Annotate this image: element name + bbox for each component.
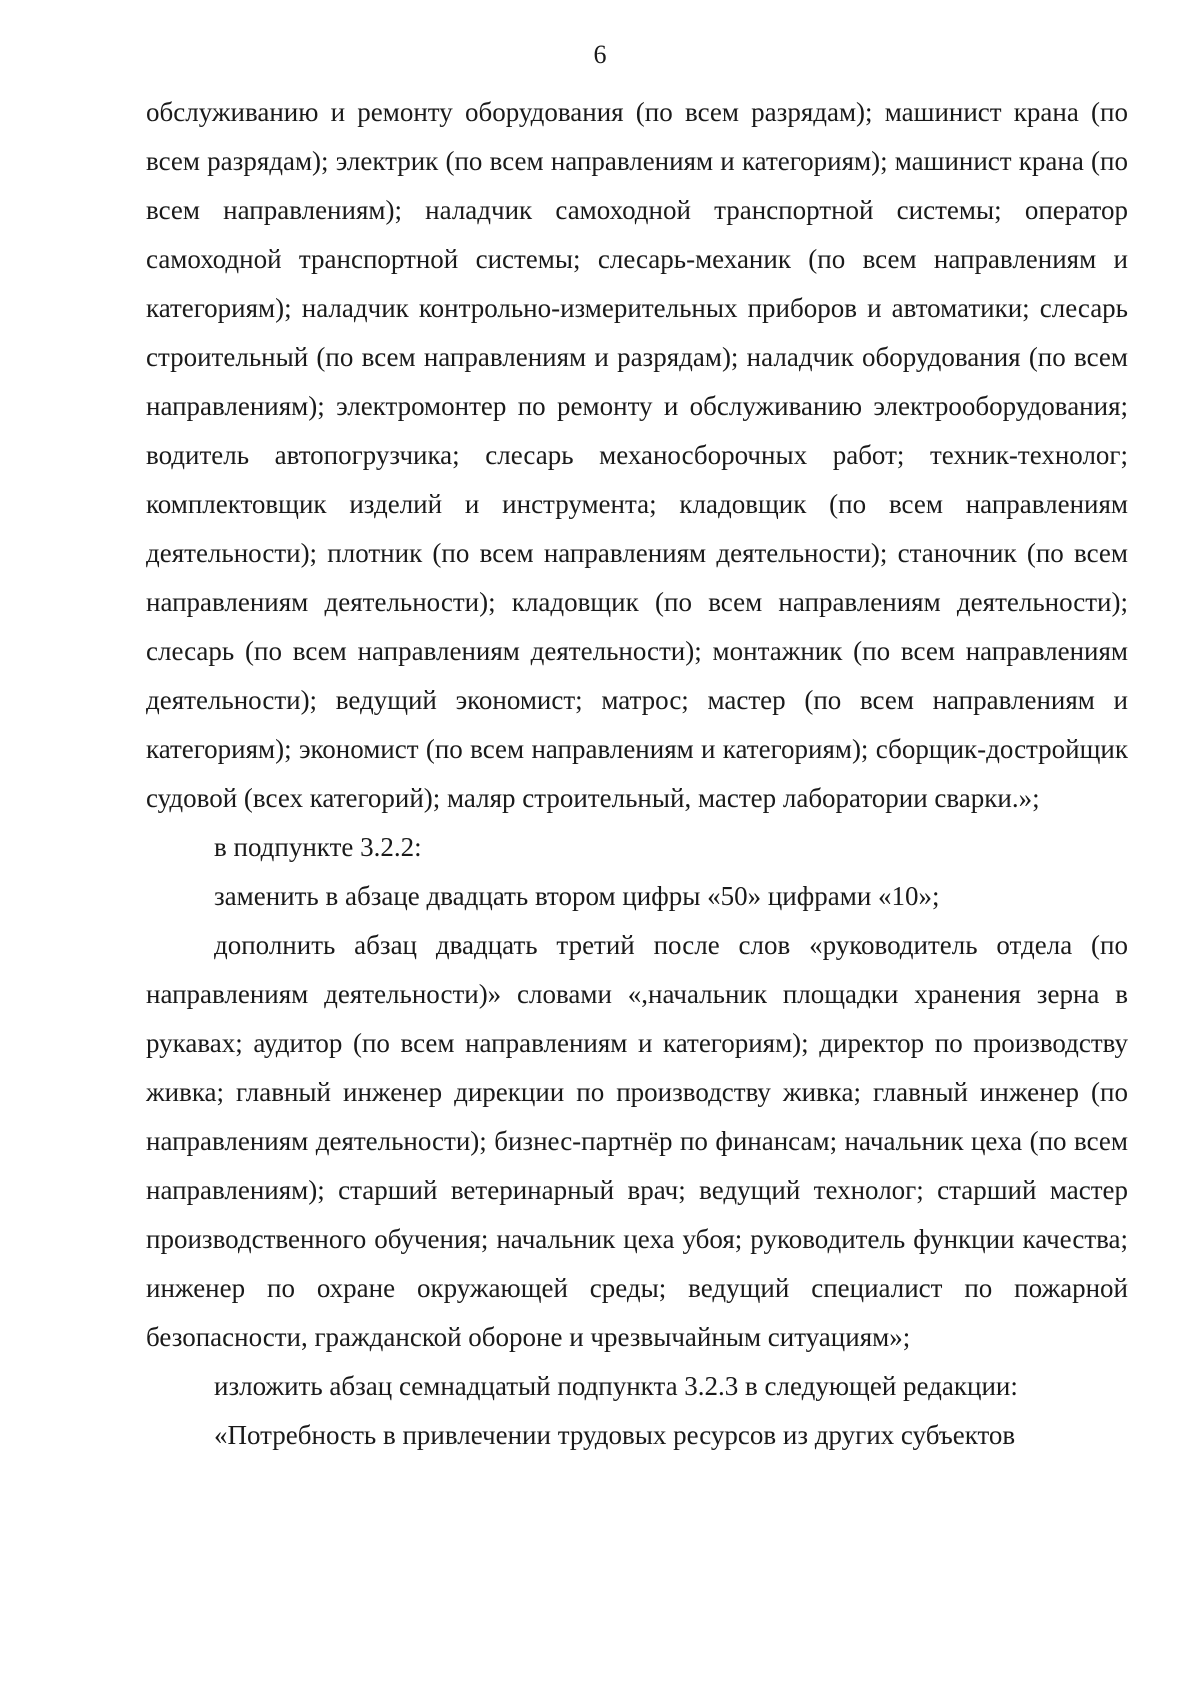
paragraph-truncated: «Потребность в привлечении трудовых ресурсов из других субъектов: [214, 1420, 1016, 1450]
paragraph: дополнить абзац двадцать третий после слов «руководитель отдела (по направлениям деятельности)» словами «,начальник площадки хранения зерна в рукавах; аудитор (по всем направлениям и категориям); директор по производству живка; главный инженер дирекции по производству живка; главный инженер (по направлениям деятельности); бизнес-партнёр по финансам; начальник цеха (по всем направлениям); старший ветеринарный врач; ведущий технолог; старший мастер производственного обучения; начальник цеха убоя; руководитель функции качества; инженер по охране окружающей среды; ведущий специалист по пожарной безопасности, гражданской обороне и чрезвычайным ситуациям»;: [146, 930, 1128, 1352]
paragraph: заменить в абзаце двадцать втором цифры «50» цифрами «10»;: [214, 881, 940, 911]
paragraph: обслуживанию и ремонту оборудования (по всем разрядам); машинист крана (по всем разрядам); электрик (по всем направлениям и категориям); машинист крана (по всем направлениям); наладчик самоходной транспортной системы; оператор самоходной транспортной системы; слесарь-механик (по всем направлениям и категориям); наладчик контрольно-измерительных приборов и автоматики; слесарь строительный (по всем направлениям и разрядам); наладчик оборудования (по всем направлениям); электромонтер по ремонту и обслуживанию электрооборудования; водитель автопогрузчика; слесарь механосборочных работ; техник-технолог; комплектовщик изделий и инструмента; кладовщик (по всем направлениям деятельности); плотник (по всем направлениям деятельности); станочник (по всем направлениям деятельности); кладовщик (по всем направлениям деятельности); слесарь (по всем направлениям деятельности); монтажник (по всем направлениям деятельности); ведущий экономист; матрос; мастер (по всем направлениям и категориям); экономист (по всем направлениям и категориям); сборщик-достройщик судовой (всех категорий); маляр строительный, мастер лаборатории сварки.»;: [146, 97, 1128, 813]
paragraph: в подпункте 3.2.2:: [214, 832, 422, 862]
page-number: 6: [593, 40, 607, 69]
paragraph: изложить абзац семнадцатый подпункта 3.2.3 в следующей редакции:: [214, 1371, 1018, 1401]
document-body: [146, 88, 1128, 1460]
